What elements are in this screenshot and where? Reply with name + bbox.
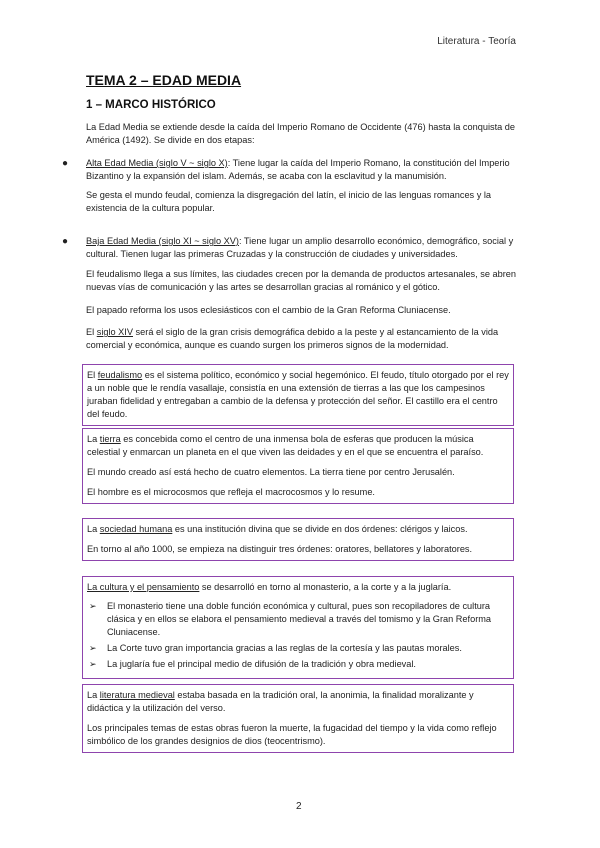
- page-number: 2: [296, 801, 302, 812]
- tierra-text: La tierra es concebida como el centro de una inmensa bola de esferas que producen la música celestial y enmarcan un planeta en el que viven las deidades y en el que se encuentra el paraíso.: [87, 434, 484, 457]
- bullet-icon: ●: [62, 236, 69, 247]
- arrow-bullet-icon: ➢: [89, 601, 97, 611]
- list-item: ➢ La Corte tuvo gran importancia gracias a las reglas de la cortesía y las pautas morales.: [89, 643, 462, 653]
- list-item: ➢ El monasterio tiene una doble función económica y cultural, pues son recopiladores de cultura clásica y en ellos se elabora el pensamiento medieval a través del tomismo y la Gran Reforma Cluniacense.: [89, 601, 492, 637]
- literatura-paragraph-2: Los principales temas de estas obras fueron la muerte, la fugacidad del tiempo y la vida como reflejo simbólico de los grandes designios de dios (teocentrismo).: [87, 723, 497, 746]
- cultura-term: La cultura y el pensamiento: [87, 582, 200, 592]
- siglo-xiv-term: siglo XIV: [96, 327, 133, 337]
- sociedad-paragraph-2: En torno al año 1000, se empieza na distinguir tres órdenes: oratores, bellatores y laboratores.: [87, 544, 473, 554]
- alta-paragraph-2: Se gesta el mundo feudal, comienza la disgregación del latín, el inicio de las lenguas romances y la existencia de la cultura popular.: [86, 190, 491, 213]
- section-heading: 1 – MARCO HISTÓRICO: [86, 99, 216, 111]
- arrow-bullet-icon: ➢: [89, 659, 97, 669]
- sociedad-box: [82, 518, 514, 561]
- cultura-list: [87, 600, 509, 671]
- literatura-box: [82, 684, 514, 753]
- baja-paragraph-4: El siglo XIV será el siglo de la gran crisis demográfica debido a la peste y al estancamiento de la vida comercial y económica, aunque es cuando surgen los primeros signos de la modernidad.: [86, 327, 499, 350]
- alta-edad-media-item: [62, 157, 516, 183]
- literatura-text: La literatura medieval estaba basada en la tradición oral, la anonimia, la finalidad moralizante y didáctica y la utilización del verso.: [87, 690, 474, 713]
- intro-paragraph: La Edad Media se extiende desde la caída del Imperio Romano de Occidente (476) hasta la conquista de América (1492). Se divide en dos etapas:: [86, 122, 516, 145]
- alta-label: Alta Edad Media (siglo V ~ siglo X): [86, 158, 228, 168]
- alta-text: : Tiene lugar la caída del Imperio Romano, la constitución del Imperio Bizantino y la expansión del islam. Además, se acaba con la esclavitud y la manumisión.: [86, 158, 510, 181]
- baja-text: : Tiene lugar un amplio desarrollo económico, demográfico, social y cultural. Tienen lugar las primeras Cruzadas y la construcción de ciudades y universidades.: [86, 236, 514, 259]
- feudalismo-text: El feudalismo es el sistema político, económico y social hegemónico. El feudo, título otorgado por el rey a un noble que le rendía vasallaje, consistía en una extensión de tierras a las que los campesinos juraban fidelidad y entregaban a cambio de la defensa y protección del señor. El castillo era el centro del feudo.: [87, 370, 509, 419]
- tierra-paragraph-3: El hombre es el microcosmos que refleja el macrocosmos y lo resume.: [87, 487, 375, 497]
- cultura-text: La cultura y el pensamiento se desarrolló en torno al monasterio, a la corte y a la juglaría.: [87, 582, 452, 592]
- tierra-box: [82, 428, 514, 504]
- feudalismo-term: feudalismo: [97, 370, 143, 380]
- sociedad-term: sociedad humana: [99, 524, 173, 534]
- feudalismo-box: [82, 364, 514, 426]
- baja-paragraph-3: El papado reforma los usos eclesiásticos con el cambio de la Gran Reforma Cluniacense.: [86, 305, 451, 315]
- bullet-icon: ●: [62, 158, 69, 169]
- literatura-term: literatura medieval: [99, 690, 175, 700]
- list-item: ➢ La juglaría fue el principal medio de difusión de la tradición y obra medieval.: [89, 659, 416, 669]
- page-title: TEMA 2 – EDAD MEDIA: [86, 72, 242, 88]
- running-header: Literatura - Teoría: [437, 36, 516, 47]
- sociedad-text: La sociedad humana es una institución divina que se divide en dos órdenes: clérigos y laicos.: [87, 524, 468, 534]
- baja-label: Baja Edad Media (siglo XI ~ siglo XV): [86, 236, 239, 246]
- cultura-box: [82, 576, 514, 679]
- arrow-bullet-icon: ➢: [89, 643, 97, 653]
- baja-edad-media-item: [62, 235, 516, 261]
- tierra-paragraph-2: El mundo creado así está hecho de cuatro elementos. La tierra tiene por centro Jerusalén.: [87, 467, 455, 477]
- tierra-term: tierra: [99, 434, 121, 444]
- baja-paragraph-2: El feudalismo llega a sus límites, las ciudades crecen por la demanda de productos artesanales, se abren nuevas vías de comunicación y las artes se desarrollan gracias al románico y el gótico.: [86, 269, 517, 292]
